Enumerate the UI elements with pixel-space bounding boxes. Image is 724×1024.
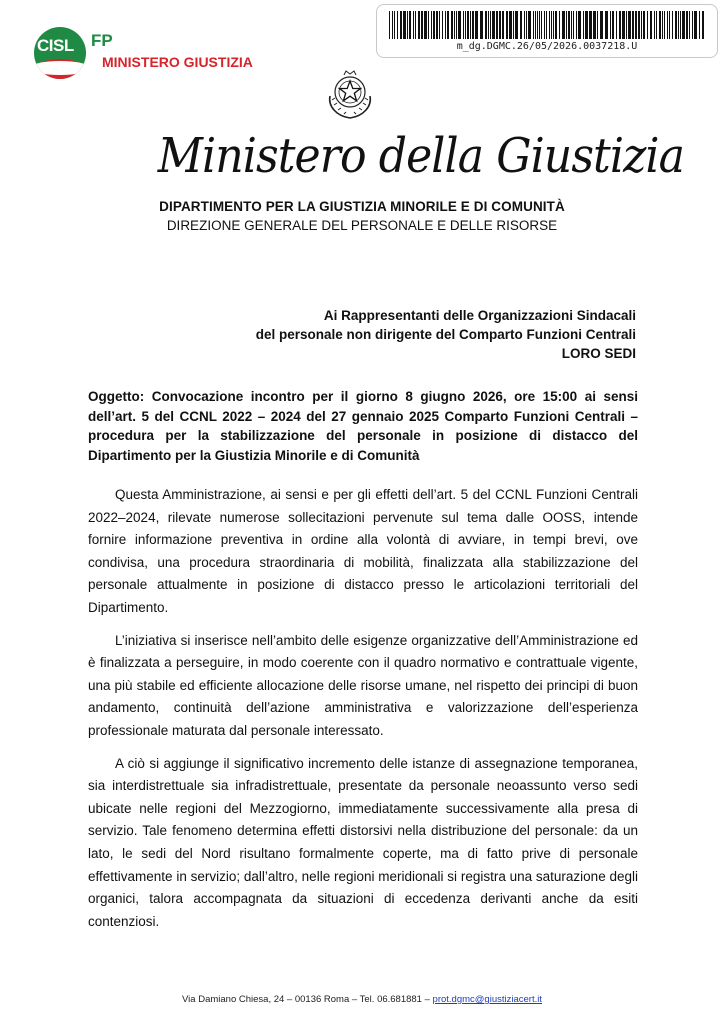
body-paragraph: L’iniziativa si inserisce nell’ambito delle esigenze organizzative dell’Amministrazione ed è finalizzata a perseguire, in modo coerente con il quadro normativo e contrattuale vigente, una più stabile ed efficiente allocazione delle risorse umane, nel rispetto dei principi di buon andamento, continuità dell’azione amministrativa e valorizzazione dell’esperienza professionale maturata dal personale interessato. — [88, 632, 638, 738]
protocol-code: m_dg.DGMC.26/05/2026.0037218.U — [456, 41, 638, 52]
logo-brand: CISL — [37, 36, 74, 55]
logo-subtitle: MINISTERO GIUSTIZIA — [102, 54, 253, 70]
body-paragraph: Questa Amministrazione, ai sensi e per gli effetti dell’art. 5 del CCNL Funzioni Centrali 2022–2024, rilevate numerose sollecitazioni pervenute sul tema dalle OOSS, intende fornire informazione preventiva in ordine alla volontà di avviare, in tempi brevi, ove condivisa, una procedura straordinaria di mobilità, finalizzata alla stabilizzazione del personale attualmente in posizione di distacco presso le articolazioni territoriali del Dipartimento. — [88, 487, 638, 615]
cisl-fp-logo — [34, 27, 274, 79]
direction-title: DIREZIONE GENERALE DEL PERSONALE E DELLE RISORSE — [166, 218, 558, 233]
barcode-icon — [389, 11, 705, 39]
department-title: DIPARTIMENTO PER LA GIUSTIZIA MINORILE E DI COMUNITÀ — [159, 199, 565, 214]
addressee-line: del personale non dirigente del Comparto Funzioni Centrali — [255, 327, 636, 342]
page-footer — [0, 994, 724, 1005]
italian-republic-emblem-icon — [322, 66, 378, 122]
subject-paragraph: Oggetto: Convocazione incontro per il giorno 8 giugno 2026, ore 15:00 ai sensi dell’art. 5 del CCNL 2022 – 2024 del 27 gennaio 2025 Comparto Funzioni Centrali – procedura per la stabilizzazione del personale in posizione di distacco del Dipartimento per la Giustizia Minorile e di Comunità — [88, 389, 638, 463]
addressee-line: Ai Rappresentanti delle Organizzazioni Sindacali — [323, 308, 636, 323]
letter-body — [88, 484, 638, 943]
logo-suffix: FP — [91, 31, 113, 50]
footer-address: Via Damiano Chiesa, 24 – 00136 Roma – Tel. 06.681881 – — [182, 994, 430, 1005]
ministry-script-heading: Ministero della Giustizia — [157, 128, 685, 184]
footer-email-link[interactable]: prot.dgmc@giustiziacert.it — [432, 994, 542, 1005]
body-paragraph: A ciò si aggiunge il significativo incremento delle istanze di assegnazione temporanea, sia interdistrettuale sia infradistrettuale, presentate da personale neoassunto verso sedi ubicate nelle regioni del Mezzogiorno, immediatamente successivamente alla presa di servizio. Tale fenomeno determina effetti distorsivi nella distribuzione del personale: da un lato, le sedi del Nord risultano formalmente coperte, ma di fatto prive di personale effettivamente in servizio; dall’altro, nelle regioni meridionali si registra una saturazione degli organici, talora accompagnata da situazioni di eccedenza derivanti anche da esiti contenziosi. — [88, 755, 638, 929]
addressee-line: LORO SEDI — [561, 346, 636, 361]
protocol-barcode-stamp — [376, 4, 718, 58]
addressee-block — [256, 306, 636, 363]
cisl-logo-mark — [34, 27, 86, 79]
